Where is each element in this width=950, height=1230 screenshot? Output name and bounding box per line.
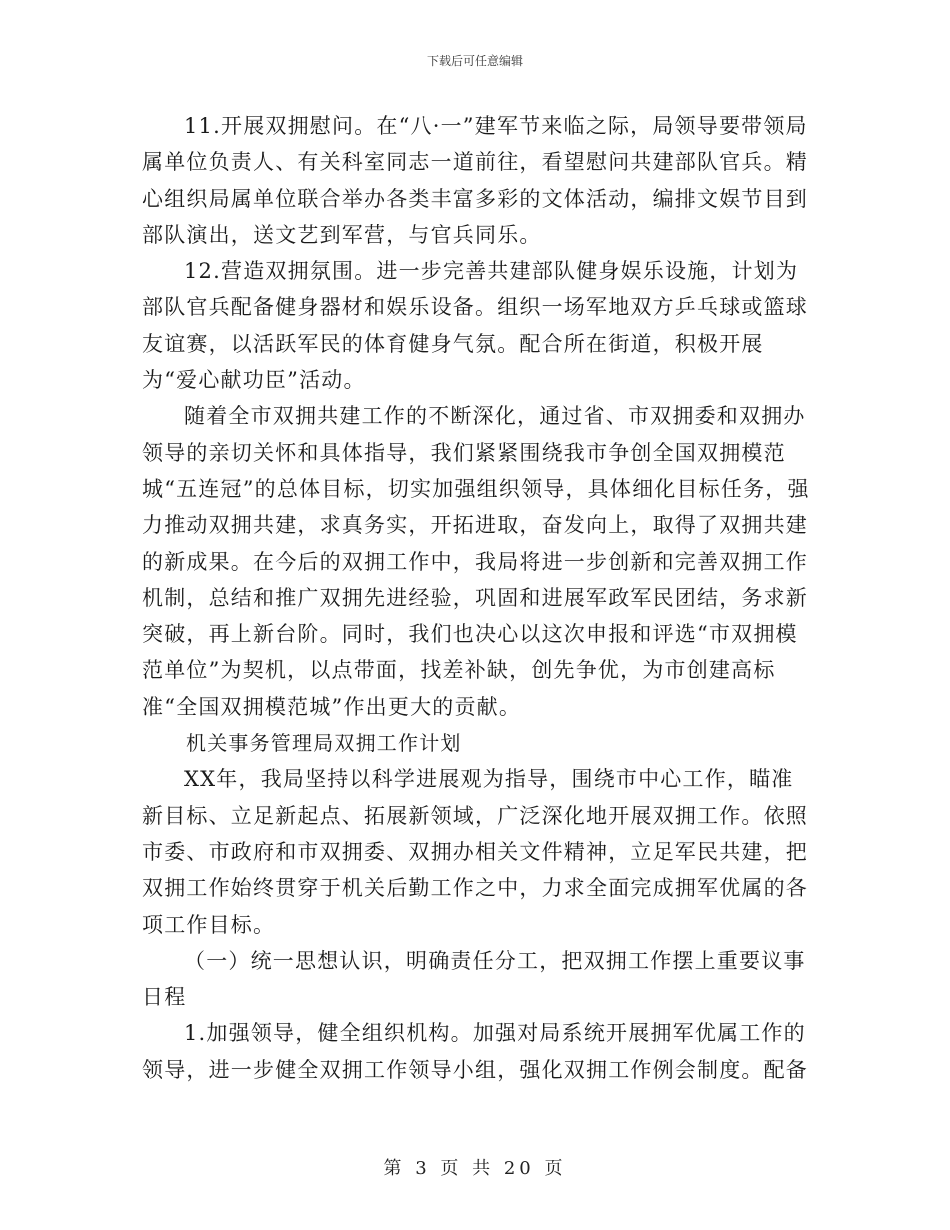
subsection-heading: （一）统一思想认识，明确责任分工，把双拥工作摆上重要议事日程 [142,948,806,1010]
paragraph-summary: 随着全市双拥共建工作的不断深化，通过省、市双拥委和双拥办领导的亲切关怀和具体指导，我们紧紧围绕我市争创全国双拥模范城“五连冠”的总体目标，切实加强组织领导，具体细化目标任务，强力推动双拥共建，求真务实，开拓进取，奋发向上，取得了双拥共建的新成果。在今后的双拥工作中，我局将进一步创新和完善双拥工作机制，总结和推广双拥先进经验，巩固和进展军政军民团结，务求新突破，再上新台阶。同时，我们也决心以这次申报和评选“市双拥模范单位”为契机，以点带面，找差补缺，创先争优，为市创建高标准“全国双拥模范城”作出更大的贡献。 [142,404,810,719]
document-body [142,108,810,1088]
page-header-note: 下载后可任意编辑 [426,54,523,68]
paragraph-item-12: 12.营造双拥氛围。进一步完善共建部队健身娱乐设施，计划为部队官兵配备健身器材和娱乐设备。组织一场军地双方乒乓球或篮球友谊赛，以活跃军民的体育健身气氛。配合所在街道，积极开展为“爱心献功臣”活动。 [142,259,808,393]
paragraph-item-11: 11.开展双拥慰问。在“八·一”建军节来临之际，局领导要带领局属单位负责人、有关科室同志一道前往，看望慰问共建部队官兵。精心组织局属单位联合举办各类丰富多彩的文体活动，编排文娱节目到部队演出，送文艺到军营，与官兵同乐。 [142,114,808,247]
paragraph-item-1: 1.加强领导，健全组织机构。加强对局系统开展拥军优属工作的领导，进一步健全双拥工作领导小组，强化双拥工作例会制度。配备 [142,1021,808,1082]
page-number: 第 3 页 共 20 页 [383,1158,567,1179]
paragraph-intro: XX年，我局坚持以科学进展观为指导，围绕市中心工作，瞄准新目标、立足新起点、拓展新领域，广泛深化地开展双拥工作。依照市委、市政府和市双拥委、双拥办相关文件精神，立足军民共建，把双拥工作始终贯穿于机关后勤工作之中，力求全面完成拥军优属的各项工作目标。 [142,767,808,937]
section-title: 机关事务管理局双拥工作计划 [186,731,462,756]
